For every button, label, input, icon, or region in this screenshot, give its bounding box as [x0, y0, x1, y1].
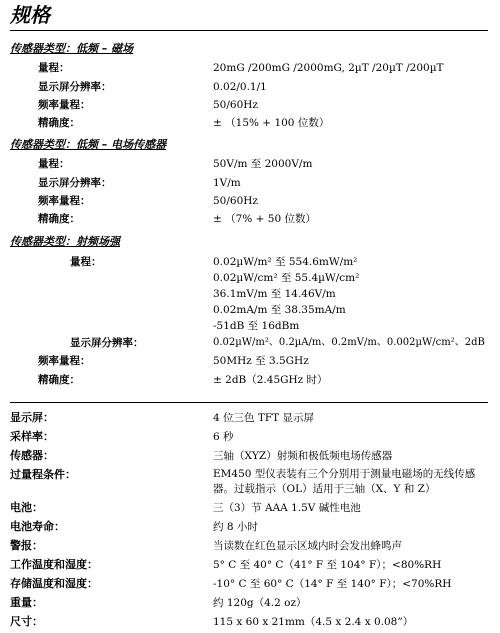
spec-value: 三轴（XYZ）射频和极低频电场传感器: [213, 450, 393, 462]
section-heading-magnetic: 传感器类型：低频 – 磁场: [10, 42, 134, 55]
spec-value: ± 2dB（2.45GHz 时）: [213, 374, 328, 386]
spec-label: 频率量程：: [38, 355, 91, 367]
spec-value: EM450 型仪表装有三个分别用于测量电磁场的无线传感器。过载指示（OL）适用于三轴（X、Y 和 Z）: [213, 468, 476, 495]
spec-label: 存储温度和湿度：: [10, 577, 98, 590]
spec-value: 三（3）节 AAA 1.5V 碱性电池: [213, 502, 361, 514]
spec-value: 50MHz 至 3.5GHz: [213, 355, 309, 367]
page-header: [0, 0, 500, 32]
spec-value: ± （15% + 100 位数）: [213, 117, 330, 129]
spec-label: 显示屏分辨率：: [38, 177, 112, 189]
spec-value: 20mG /200mG /2000mG, 2µT /20µT /200µT: [213, 62, 444, 74]
section-heading-rf: 传感器类型：射频场强: [10, 235, 120, 248]
spec-label: 量程：: [38, 62, 70, 74]
spec-label: 频率量程：: [38, 99, 91, 111]
spec-label: 显示屏分辨率：: [70, 337, 144, 349]
spec-label: 显示屏：: [10, 411, 54, 424]
spec-value: 5° C 至 40° C（41° F 至 104° F）；<80%RH: [213, 559, 442, 571]
spec-label: 电池寿命：: [10, 520, 65, 533]
spec-value: 约 8 小时: [213, 521, 258, 533]
spec-value: 50/60Hz: [213, 195, 258, 207]
spec-value: 50/60Hz: [213, 99, 258, 111]
spec-value: ± （7% + 50 位数）: [213, 213, 316, 225]
title-rule: [10, 30, 488, 31]
section-heading-electric: 传感器类型：低频 – 电场传感器: [10, 138, 167, 151]
spec-value: 50V/m 至 2000V/m: [213, 158, 313, 170]
spec-value: 4 位三色 TFT 显示屏: [213, 412, 314, 424]
range-value: 0.02µW/m² 至 554.6mW/m²: [213, 256, 358, 268]
spec-value: -10° C 至 60° C（14° F 至 140° F）；<70%RH: [213, 578, 452, 590]
spec-label: 电池：: [10, 501, 43, 514]
spec-value: 1V/m: [213, 177, 241, 189]
spec-value: 约 120g（4.2 oz）: [213, 597, 307, 609]
spec-label: 量程：: [38, 158, 70, 170]
spec-label: 精确度：: [38, 117, 80, 129]
spec-label: 警报：: [10, 539, 43, 552]
page-title: 规格: [10, 3, 50, 27]
spec-value: 6 秒: [213, 431, 234, 443]
spec-value: 115 x 60 x 21mm（4.5 x 2.4 x 0.08”）: [213, 616, 414, 628]
spec-label: 显示屏分辨率：: [38, 81, 112, 93]
spec-value: 0.02/0.1/1: [213, 81, 267, 93]
spec-label: 精确度：: [38, 374, 80, 386]
spec-value: 0.02µW/m²、0.2µA/m、0.2mV/m、0.002µW/cm²、2dB: [213, 337, 485, 348]
section-divider: [10, 402, 488, 403]
spec-label: 频率量程：: [38, 195, 91, 207]
spec-label: 工作温度和湿度：: [10, 558, 98, 571]
range-value: 36.1mV/m 至 14.46V/m: [213, 288, 336, 300]
spec-label: 量程：: [70, 256, 102, 268]
spec-label: 传感器：: [10, 449, 54, 462]
spec-label: 尺寸：: [10, 615, 43, 628]
spec-value: 当读数在红色显示区域内时会发出蜂鸣声: [213, 540, 402, 552]
range-value: -51dB 至 16dBm: [213, 320, 300, 332]
range-value: 0.02µW/cm² 至 55.4µW/cm²: [213, 272, 360, 284]
spec-label: 过量程条件：: [10, 468, 76, 481]
spec-label: 采样率：: [10, 430, 54, 443]
spec-label: 精确度：: [38, 213, 80, 225]
range-value: 0.02mA/m 至 38.35mA/m: [213, 304, 346, 316]
spec-label: 重量：: [10, 596, 43, 609]
